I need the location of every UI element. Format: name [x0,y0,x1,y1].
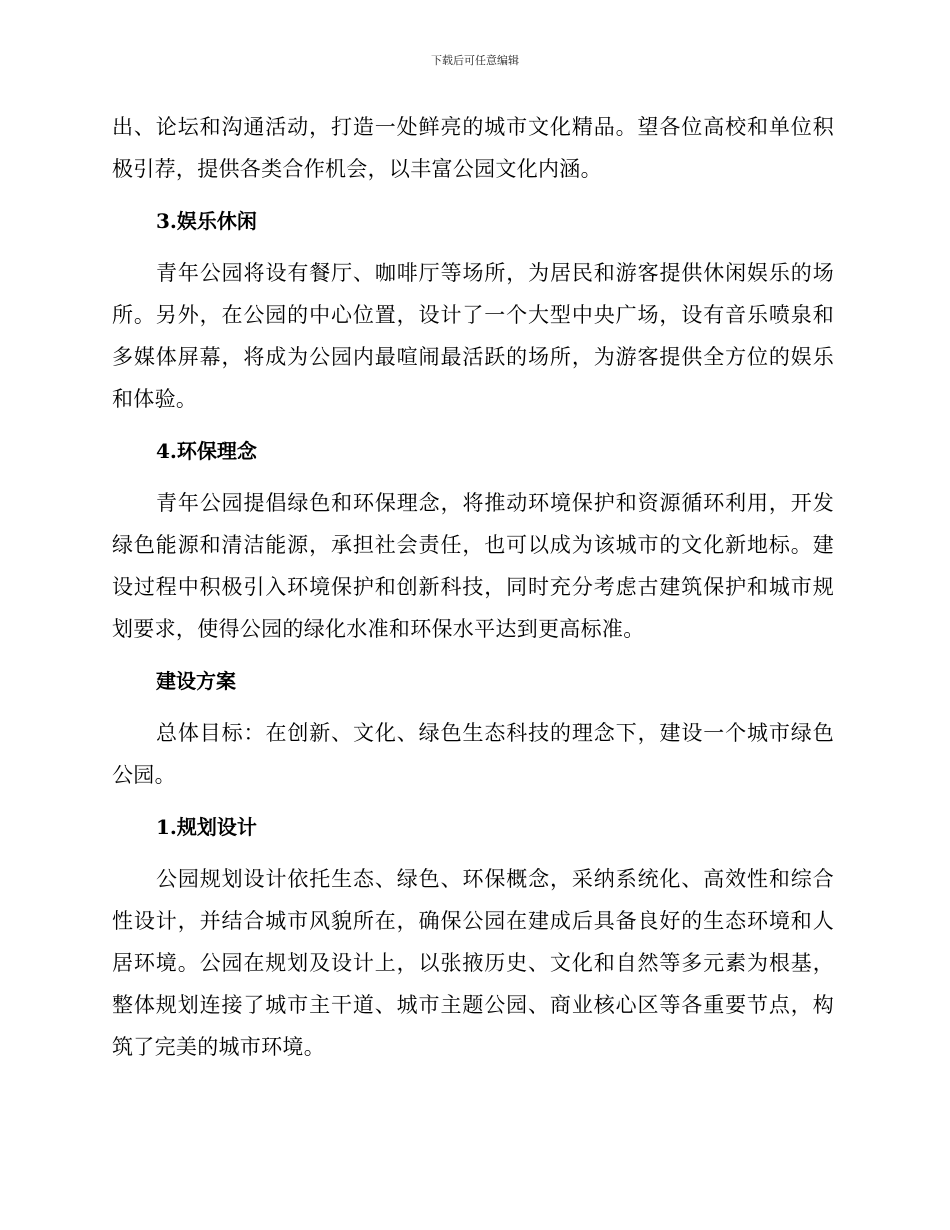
paragraph-environment: 青年公园提倡绿色和环保理念，将推动环境保护和资源循环利用，开发绿色能源和清洁能源，承担社会责任，也可以成为该城市的文化新地标。建设过程中积极引入环境保护和创新科技，同时充分考虑古建筑保护和城市规划要求，使得公园的绿化水准和环保水平达到更高标准。 [112,491,834,641]
heading-entertainment: 3.娱乐休闲 [156,209,257,233]
paragraph-continuation: 出、论坛和沟通活动，打造一处鲜亮的城市文化精品。望各位高校和单位积极引荐，提供各类合作机会，以丰富公园文化内涵。 [112,115,834,181]
paragraph-entertainment: 青年公园将设有餐厅、咖啡厅等场所，为居民和游客提供休闲娱乐的场所。另外，在公园的中心位置，设计了一个大型中央广场，设有音乐喷泉和多媒体屏幕，将成为公园内最喧闹最活跃的场所，为游客提供全方位的娱乐和体验。 [112,261,834,411]
paragraph-planning-design: 公园规划设计依托生态、绿色、环保概念，采纳系统化、高效性和综合性设计，并结合城市风貌所在，确保公园在建成后具备良好的生态环境和人居环境。公园在规划及设计上，以张掖历史、文化和自然等多元素为根基，整体规划连接了城市主干道、城市主题公园、商业核心区等各重要节点，构筑了完美的城市环境。 [112,867,834,1059]
page-header: 下载后可任意编辑 [431,54,519,67]
paragraph-overall-goal: 总体目标：在创新、文化、绿色生态科技的理念下，建设一个城市绿色公园。 [112,721,834,787]
document-body [112,106,834,1068]
heading-planning-design: 1.规划设计 [156,815,257,839]
heading-environment: 4.环保理念 [156,439,257,463]
heading-construction-plan: 建设方案 [156,669,236,693]
